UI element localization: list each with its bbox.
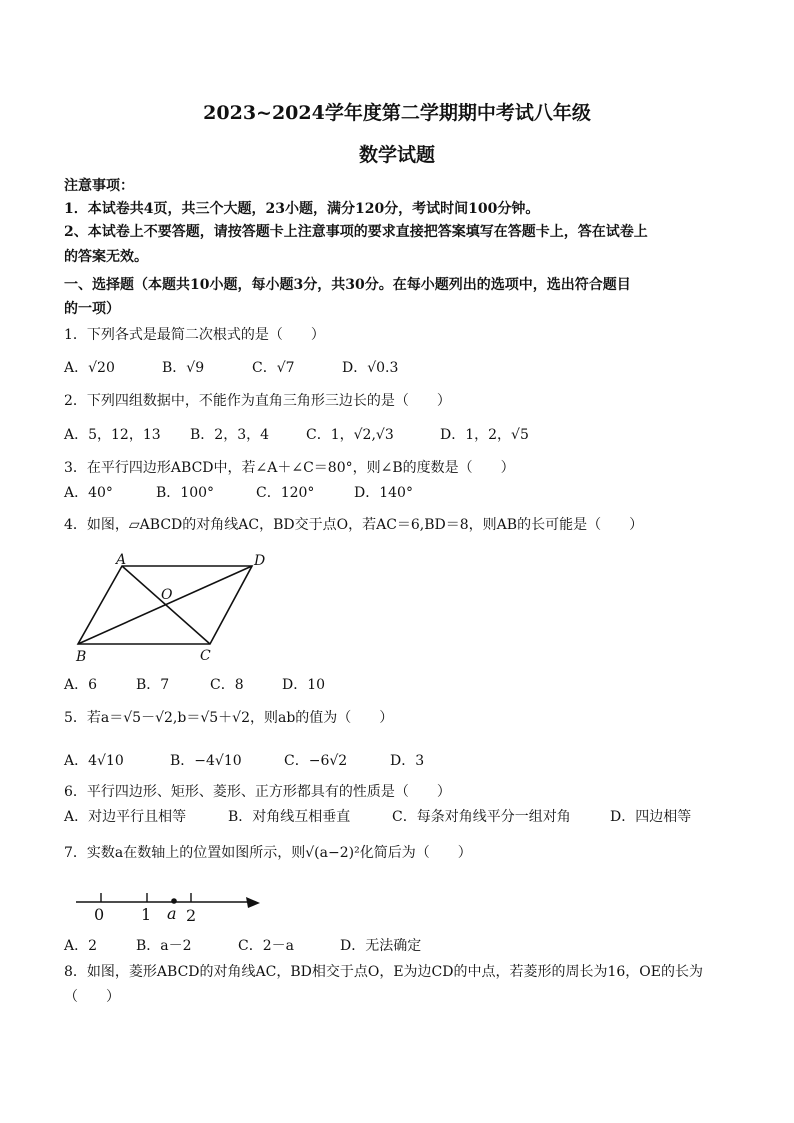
q2-option-b: B．2，3，4 <box>190 427 270 443</box>
question-2-stem: 2．下列四组数据中，不能作为直角三角形三边长的是（ ） <box>64 393 451 409</box>
q1-option-b: B．√9 <box>162 360 205 376</box>
tick-label-a: a <box>167 904 177 923</box>
q3-option-d: D．140° <box>354 485 413 501</box>
q6-option-b: B．对角线互相垂直 <box>228 809 351 825</box>
question-5-stem: 5．若a＝√5－√2,b＝√5＋√2，则ab的值为（ ） <box>64 710 394 726</box>
q3-option-c: C．120° <box>256 485 315 501</box>
q5-option-b: B．−4√10 <box>170 753 242 769</box>
q4-option-b: B．7 <box>136 677 170 693</box>
q3-option-a: A．40° <box>64 485 113 501</box>
q2-option-d: D．1，2，√5 <box>440 427 529 443</box>
vertex-label-b: B <box>76 649 87 664</box>
section-1-heading-cont: 的一项） <box>64 301 120 317</box>
question-6-stem: 6．平行四边形、矩形、菱形、正方形都具有的性质是（ ） <box>64 784 451 800</box>
question-8-blank: （ ） <box>64 989 120 1005</box>
q4-option-a: A．6 <box>64 677 98 693</box>
point-a <box>171 898 177 904</box>
q3-option-b: B．100° <box>156 485 215 501</box>
q6-option-c: C．每条对角线平分一组对角 <box>392 809 571 825</box>
diagonal-bd <box>78 566 252 644</box>
section-1-heading: 一、选择题（本题共10小题，每小题3分，共30分。在每小题列出的选项中，选出符合题目 <box>64 277 631 293</box>
q6-option-d: D．四边相等 <box>610 809 692 825</box>
q1-option-c: C．√7 <box>252 360 295 376</box>
q7-option-d: D．无法确定 <box>340 938 422 954</box>
tick-label-2: 2 <box>186 906 197 924</box>
q7-option-b: B．a－2 <box>136 938 192 954</box>
tick-label-0: 0 <box>94 905 105 924</box>
exam-subtitle: 数学试题 <box>358 144 435 166</box>
number-line-arrow <box>246 897 260 908</box>
question-1-stem: 1．下列各式是最简二次根式的是（ ） <box>64 327 325 343</box>
q4-option-c: C．8 <box>210 677 244 693</box>
tick-label-1: 1 <box>141 905 152 924</box>
question-3-stem: 3．在平行四边形ABCD中，若∠A＋∠C＝80°，则∠B的度数是（ ） <box>64 460 515 476</box>
q2-option-a: A．5，12，13 <box>64 427 161 443</box>
q5-option-c: C．−6√2 <box>284 753 348 769</box>
exam-title: 2023~2024学年度第二学期期中考试八年级 <box>203 102 591 124</box>
notes-heading: 注意事项： <box>64 178 134 194</box>
question-7-stem: 7．实数a在数轴上的位置如图所示，则√(a−2)²化简后为（ ） <box>64 845 472 861</box>
q1-option-a: A．√20 <box>64 360 115 376</box>
q1-option-d: D．√0.3 <box>342 360 399 376</box>
vertex-label-c: C <box>200 648 211 664</box>
question-8-stem: 8．如图，菱形ABCD的对角线AC，BD相交于点O，E为边CD的中点，若菱形的周长为16，OE的长为 <box>64 964 703 980</box>
vertex-label-a: A <box>116 552 127 568</box>
parallelogram-figure <box>70 552 270 664</box>
q2-option-c: C．1，√2,√3 <box>306 427 394 443</box>
q6-option-a: A．对边平行且相等 <box>64 809 187 825</box>
note-2: 2、本试卷上不要答题，请按答题卡上注意事项的要求直接把答案填写在答题卡上，答在试卷上 <box>64 224 648 240</box>
q7-option-a: A．2 <box>64 938 98 954</box>
center-label-o: O <box>161 587 173 603</box>
note-1: 1．本试卷共4页，共三个大题，23小题，满分120分，考试时间100分钟。 <box>64 201 540 217</box>
note-2-cont: 的答案无效。 <box>64 249 148 265</box>
q5-option-a: A．4√10 <box>64 753 124 769</box>
q7-option-c: C．2－a <box>238 938 294 954</box>
vertex-label-d: D <box>254 553 266 569</box>
q5-option-d: D．3 <box>390 753 425 769</box>
number-line-figure <box>74 884 264 924</box>
q4-option-d: D．10 <box>282 677 326 693</box>
question-4-stem: 4．如图，▱ABCD的对角线AC，BD交于点O，若AC＝6,BD＝8，则AB的长可能是（ ） <box>64 517 644 533</box>
